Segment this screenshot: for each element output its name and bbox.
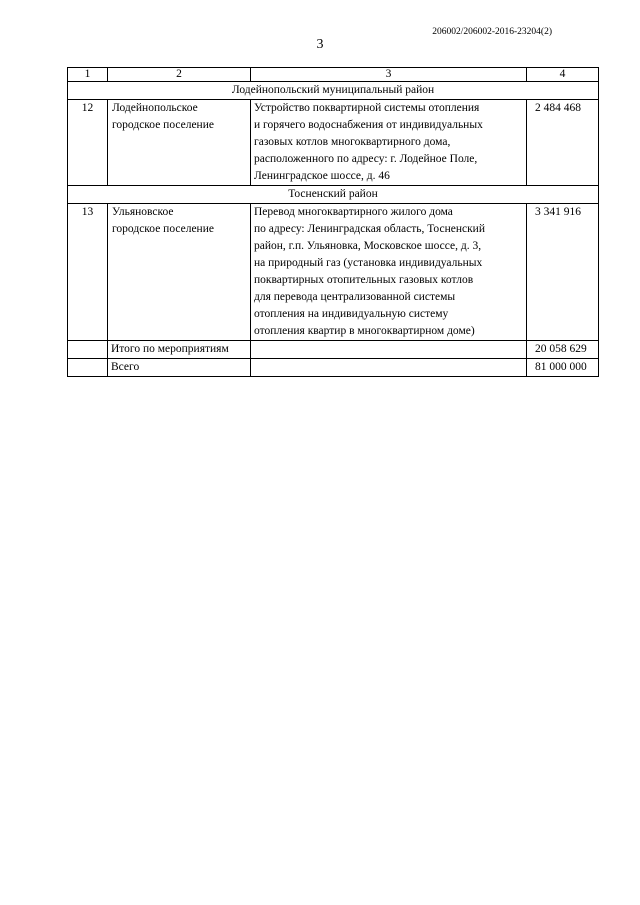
section-title: Лодейнопольский муниципальный район [68,82,599,100]
description-line: район, г.п. Ульяновка, Московское шоссе, д. 3, [254,240,482,252]
description-line: на природный газ (установка индивидуальных [254,257,483,269]
total-amount: 20 058 629 [527,341,599,359]
description-line: расположенного по адресу: г. Лодейное Поле, [254,153,478,165]
description-line: для перевода централизованной системы [254,291,456,303]
table-row [68,100,599,186]
description-line: отопления на индивидуальную систему [254,308,449,320]
row-number: 12 [68,100,108,186]
table-header-row [68,68,599,82]
description-line: отопления квартир в многоквартирном доме) [254,325,475,337]
description-line: Устройство поквартирной системы отопления [254,102,480,114]
description-cell [251,204,527,341]
description-line: Перевод многоквартирного жилого дома [254,206,453,218]
amount-cell: 3 341 916 [527,204,599,341]
section-row [68,186,599,204]
section-title: Тосненский район [68,186,599,204]
total-label: Итого по мероприятиям [108,341,251,359]
column-header: 4 [527,68,599,82]
description-line: газовых котлов многоквартирного дома, [254,136,451,148]
column-header: 2 [108,68,251,82]
total-row [68,341,599,359]
grand-total-row [68,359,599,377]
table-row [68,204,599,341]
funding-table [67,67,599,377]
amount-cell: 2 484 468 [527,100,599,186]
description-cell [251,100,527,186]
document-id: 206002/206002-2016-23204(2) [432,27,552,37]
page-number: 3 [316,37,324,52]
section-row [68,82,599,100]
municipality-line: городское поселение [112,223,214,235]
grand-total-label: Всего [108,359,251,377]
description-line: поквартирных отопительных газовых котлов [254,274,474,286]
description-line: и горячего водоснабжения от индивидуальных [254,119,483,131]
municipality-line: Ульяновское [112,206,174,218]
municipality-line: городское поселение [112,119,214,131]
column-header: 3 [251,68,527,82]
grand-total-amount: 81 000 000 [527,359,599,377]
description-line: по адресу: Ленинградская область, Тосненский [254,223,485,235]
column-header: 1 [68,68,108,82]
municipality-line: Лодейнопольское [112,102,198,114]
municipality-cell [108,204,251,341]
description-line: Ленинградское шоссе, д. 46 [254,170,390,182]
municipality-cell [108,100,251,186]
row-number: 13 [68,204,108,341]
